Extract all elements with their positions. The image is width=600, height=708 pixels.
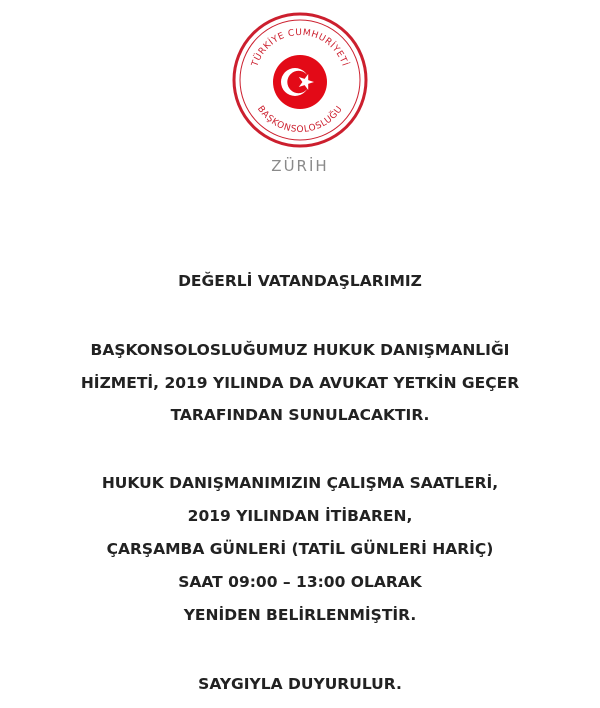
paragraph2-line1: HUKUK DANIŞMANIMIZIN ÇALIŞMA SAATLERİ, [101,474,499,492]
paragraph1-line1: BAŞKONSOLOSLUĞUMUZ HUKUK DANIŞMANLIĞI [90,341,510,359]
city-name: ZÜRİH [271,157,329,175]
paragraph2-line3: ÇARŞAMBA GÜNLERİ (TATİL GÜNLERİ HARİÇ) [106,540,494,558]
emblem-arc-bottom-text: BAŞKONSOLOSLUĞU [254,104,346,136]
paragraph2-line5: YENİDEN BELİRLENMİŞTİR. [183,606,417,624]
closing-line: SAYGIYLA DUYURULUR. [198,675,402,693]
salutation: DEĞERLİ VATANDAŞLARIMIZ [178,272,422,290]
paragraph1-line3: TARAFINDAN SUNULACAKTIR. [170,406,430,424]
paragraph2-line4: SAAT 09:00 – 13:00 OLARAK [178,573,422,591]
turkish-flag-icon [273,55,327,109]
paragraph1-line2: HİZMETİ, 2019 YILINDA DA AVUKAT YETKİN GEÇER [80,374,520,392]
emblem-arc-top-text: TÜRKİYE CUMHURİYETİ [250,27,350,69]
consulate-emblem [232,12,368,148]
paragraph2-line2: 2019 YILINDAN İTİBAREN, [187,507,413,525]
